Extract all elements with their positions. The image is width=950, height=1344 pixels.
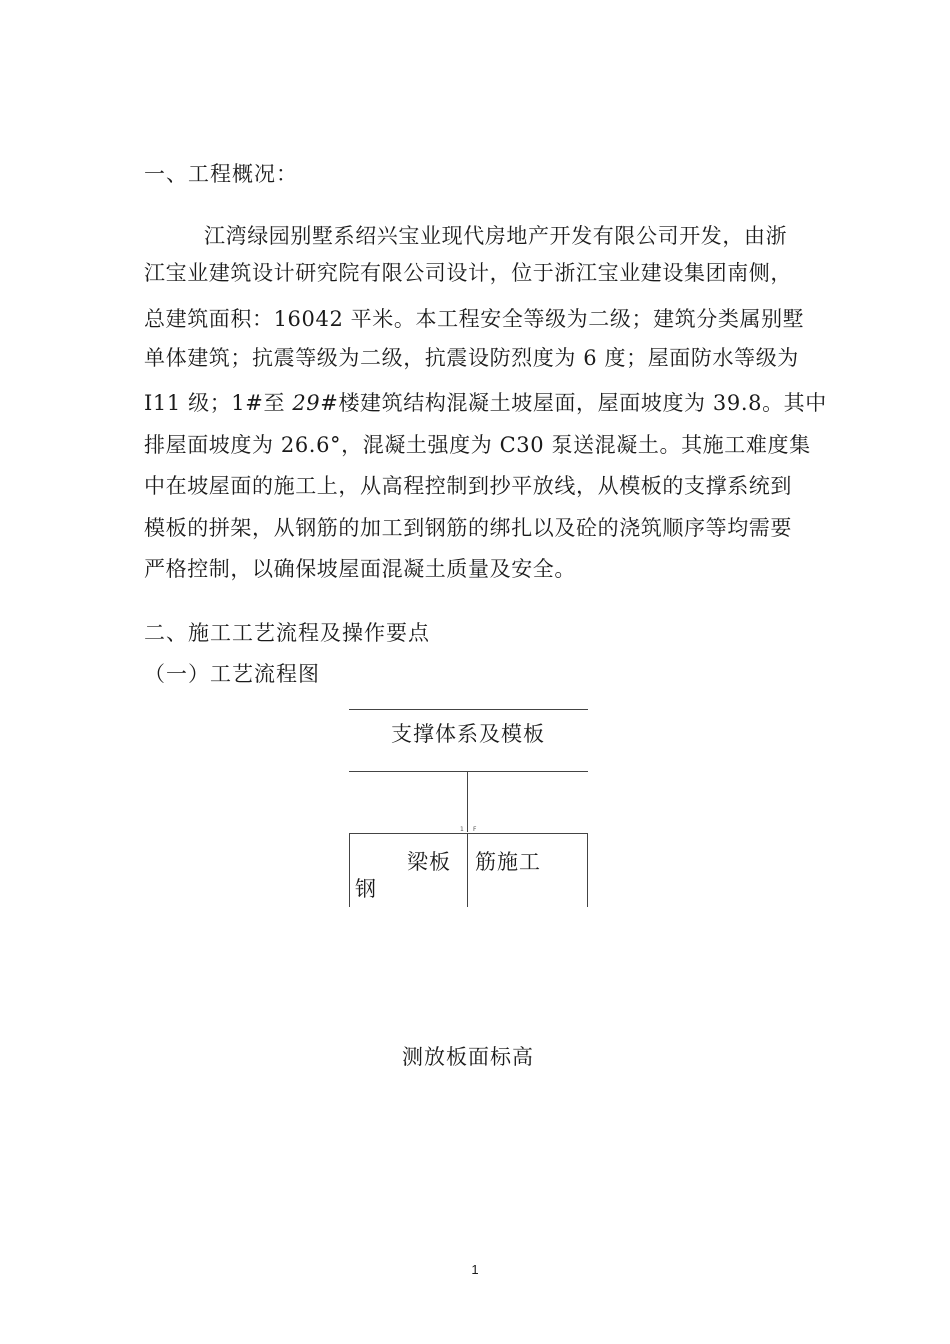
connector-mark-right: F (473, 826, 477, 833)
paragraph-line: 排屋面坡度为 26.6°，混凝土强度为 C30 泵送混凝土。其施工难度集 (144, 433, 811, 457)
box2-left-border (349, 833, 350, 907)
box2-left-label-top: 梁板 (407, 850, 451, 874)
connector-line (467, 771, 468, 832)
flowchart-subheading: （一）工艺流程图 (144, 662, 320, 686)
box2-left-label-bottom: 钢 (355, 877, 377, 901)
box1-top-border (349, 709, 588, 710)
page-number: 1 (471, 1262, 479, 1277)
paragraph-line: 总建筑面积：16042 平米。本工程安全等级为二级；建筑分类属别墅 (144, 307, 805, 331)
paragraph-line: 中在坡屋面的施工上，从高程控制到抄平放线，从模板的支撑系统到 (144, 474, 792, 498)
paragraph-line: 模板的拼架，从钢筋的加工到钢筋的绑扎以及砼的浇筑顺序等均需要 (144, 516, 792, 540)
paragraph-line: 单体建筑；抗震等级为二级，抗震设防烈度为 6 度；屋面防水等级为 (144, 346, 799, 370)
connector-mark-left: 1 (460, 826, 464, 833)
box1-bottom-border (349, 771, 588, 772)
paragraph-line: 严格控制，以确保坡屋面混凝土质量及安全。 (144, 557, 576, 581)
box2-divider (467, 833, 468, 907)
box2-right-label: 筋施工 (475, 850, 541, 874)
paragraph-line (144, 387, 827, 417)
box2-top-border (349, 833, 588, 834)
box3-label: 测放板面标高 (402, 1045, 534, 1069)
line-part: 楼建筑结构混凝土坡屋面，屋面坡度为 39.8。其中 (338, 391, 827, 415)
paragraph-line: 江宝业建筑设计研究院有限公司设计，位于浙江宝业建设集团南侧， (144, 261, 792, 285)
section1-heading: 一、工程概况： (144, 162, 298, 186)
box1-label: 支撑体系及模板 (391, 722, 545, 746)
paragraph-line: 江湾绿园别墅系绍兴宝业现代房地产开发有限公司开发，由浙 (204, 224, 788, 248)
italic-building-number: 29# (292, 391, 339, 415)
box2-right-border (587, 833, 588, 907)
line-part: I11 级；1#至 (144, 391, 293, 415)
section2-heading: 二、施工工艺流程及操作要点 (144, 621, 430, 645)
